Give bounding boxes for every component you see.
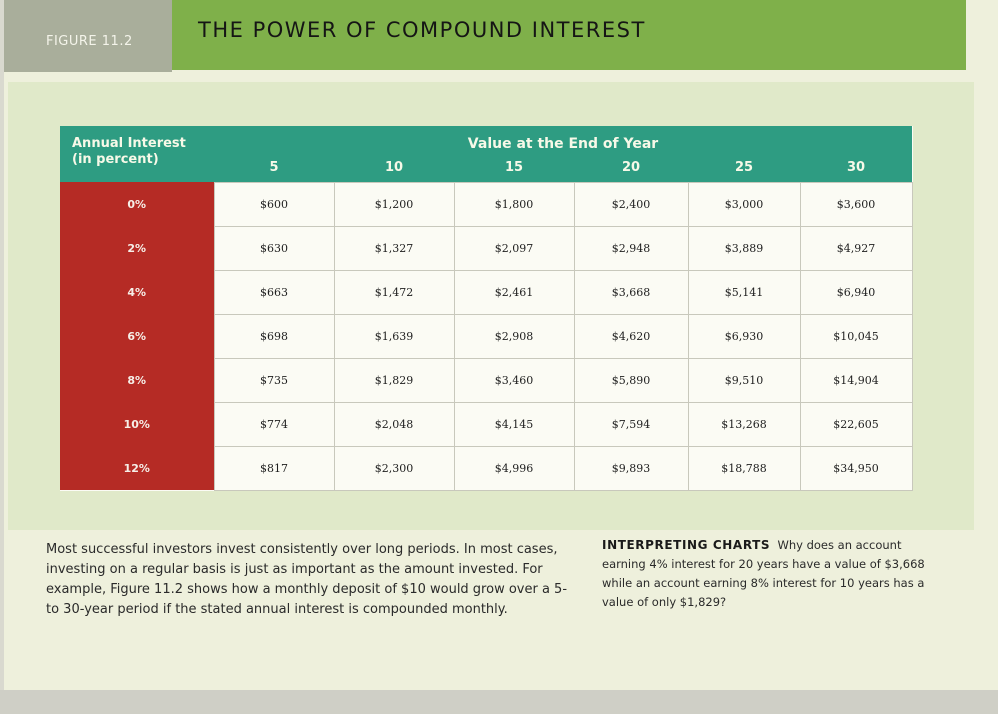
value-cell: $1,800 [454,182,574,226]
year-header: 15 [454,154,574,182]
value-cell: $817 [214,446,334,490]
value-cell: $2,908 [454,314,574,358]
rate-cell: 8% [60,358,214,402]
year-header: 10 [334,154,454,182]
value-cell: $6,940 [800,270,912,314]
rate-cell: 10% [60,402,214,446]
value-cell: $2,948 [574,226,688,270]
textbook-page [4,0,998,690]
value-cell: $735 [214,358,334,402]
value-cell: $2,097 [454,226,574,270]
figure-title: THE POWER OF COMPOUND INTEREST [198,18,646,42]
value-header: Value at the End of Year [214,126,912,154]
value-cell: $13,268 [688,402,800,446]
interpreting-question: Why does an account earning 4% interest for 20 years have a value of $3,668 while an account earning 8% interest for 10 years has a value of only $1,829? [602,538,925,609]
value-cell: $4,145 [454,402,574,446]
title-bar [172,0,966,70]
figure-label: FIGURE 11.2 [46,34,133,49]
value-cell: $600 [214,182,334,226]
compound-interest-table [60,126,913,491]
interest-header-line1: Annual Interest [72,136,186,151]
table-row [60,446,912,490]
year-header: 30 [800,154,912,182]
interpreting-heading: INTERPRETING CHARTS [602,538,771,552]
value-cell: $4,996 [454,446,574,490]
value-cell: $22,605 [800,402,912,446]
value-cell: $630 [214,226,334,270]
value-cell: $1,829 [334,358,454,402]
value-cell: $10,045 [800,314,912,358]
value-cell: $2,461 [454,270,574,314]
value-cell: $9,893 [574,446,688,490]
value-cell: $1,639 [334,314,454,358]
value-cell: $1,327 [334,226,454,270]
rate-cell: 4% [60,270,214,314]
value-cell: $4,620 [574,314,688,358]
value-cell: $14,904 [800,358,912,402]
value-cell: $663 [214,270,334,314]
rate-cell: 12% [60,446,214,490]
value-cell: $7,594 [574,402,688,446]
value-cell: $1,472 [334,270,454,314]
value-cell: $3,668 [574,270,688,314]
table-row [60,226,912,270]
value-cell: $34,950 [800,446,912,490]
value-cell: $5,890 [574,358,688,402]
value-cell: $698 [214,314,334,358]
year-header: 20 [574,154,688,182]
table-row [60,314,912,358]
value-cell: $774 [214,402,334,446]
value-cell: $3,889 [688,226,800,270]
table-row [60,182,912,226]
year-header: 25 [688,154,800,182]
value-cell: $3,000 [688,182,800,226]
value-cell: $18,788 [688,446,800,490]
value-cell: $5,141 [688,270,800,314]
rate-cell: 2% [60,226,214,270]
interest-header-line2: (in percent) [72,152,159,167]
interpreting-charts-box [602,536,942,612]
rate-cell: 6% [60,314,214,358]
page-bottom-edge [0,690,998,714]
value-cell: $2,300 [334,446,454,490]
table-row [60,402,912,446]
value-cell: $1,200 [334,182,454,226]
value-cell: $3,460 [454,358,574,402]
table-row [60,270,912,314]
year-header: 5 [214,154,334,182]
value-cell: $2,400 [574,182,688,226]
rate-cell: 0% [60,182,214,226]
value-cell: $9,510 [688,358,800,402]
value-cell: $3,600 [800,182,912,226]
figure-caption: Most successful investors invest consistently over long periods. In most cases, investing on a regular basis is just as important as the amount invested. For example, Figure 11.2 shows how a monthly deposit of $10 would grow over a 5- to 30-year period if the stated annual interest is compounded monthly. [46,542,568,617]
value-cell: $2,048 [334,402,454,446]
interest-header [60,126,214,182]
figure-tab [4,0,172,72]
table-panel [8,82,974,530]
figure-header [4,0,998,72]
value-cell: $4,927 [800,226,912,270]
table-row [60,358,912,402]
value-cell: $6,930 [688,314,800,358]
